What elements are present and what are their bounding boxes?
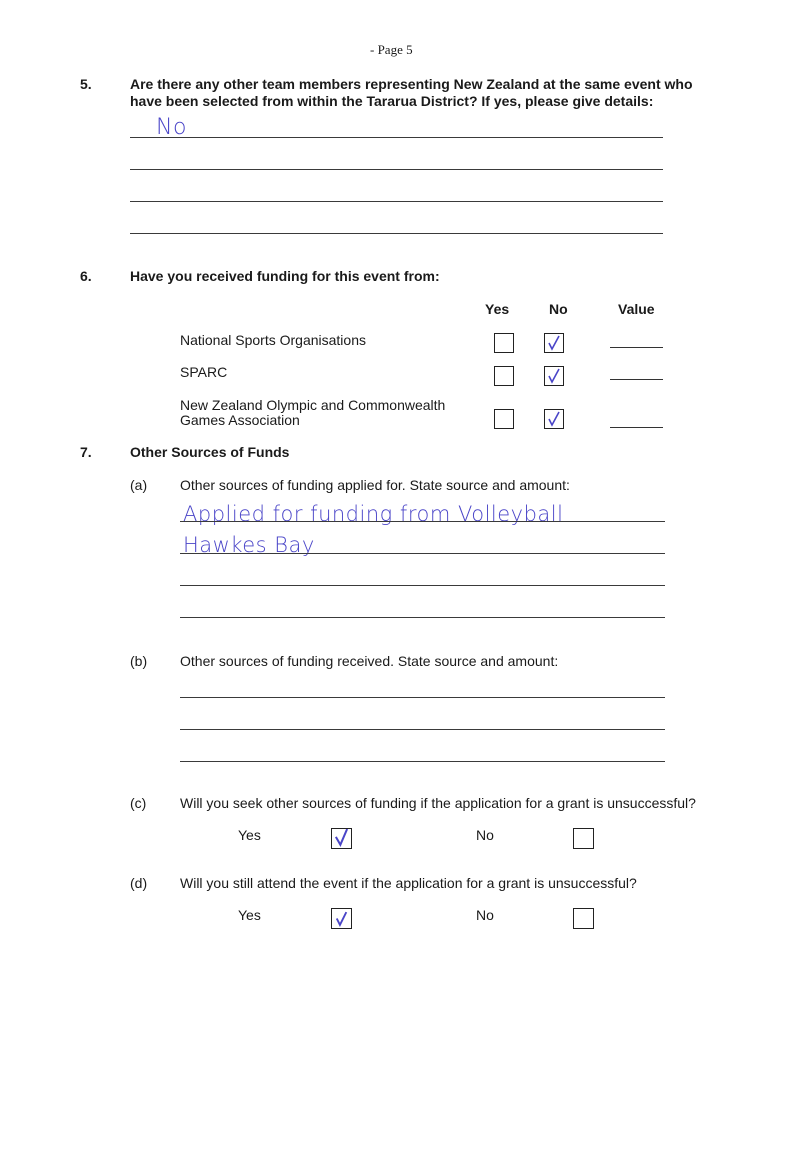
checkmark-icon — [547, 335, 561, 351]
q6-row-yes-checkbox[interactable] — [494, 366, 514, 386]
q7d-yes-label: Yes — [238, 907, 261, 923]
q6-row-no-checkbox[interactable] — [544, 366, 564, 386]
q7d-no-checkbox[interactable] — [573, 908, 594, 929]
q6-row-label-line1: New Zealand Olympic and Commonwealth — [180, 397, 446, 413]
q6-question: Have you received funding for this event from: — [130, 268, 440, 284]
q5-question-line1: Are there any other team members representing New Zealand at the same event who — [130, 76, 693, 92]
q6-row-yes-checkbox[interactable] — [494, 333, 514, 353]
q7a-answer-line2[interactable]: Hawkes Bay — [183, 533, 315, 557]
q6-row-no-checkbox[interactable] — [544, 333, 564, 353]
checkmark-icon — [547, 368, 561, 384]
q6-col-no: No — [549, 301, 568, 317]
q7a-prompt: Other sources of funding applied for. State source and amount: — [180, 477, 570, 493]
q5-question-line2: have been selected from within the Tararua District? If yes, please give details: — [130, 93, 654, 109]
q7b-prompt: Other sources of funding received. State source and amount: — [180, 653, 559, 669]
q5-answer-line-1 — [130, 137, 663, 138]
q5-answer-line-3 — [130, 201, 663, 202]
checkmark-icon — [547, 411, 561, 427]
q7a-answer-line-1 — [180, 521, 665, 522]
q6-number: 6. — [80, 268, 92, 284]
q5-answer-line-4 — [130, 233, 663, 234]
q5-number: 5. — [80, 76, 92, 92]
q7b-answer-line-2 — [180, 729, 665, 730]
q5-answer[interactable]: No — [156, 115, 187, 140]
q7d-yes-checkbox[interactable] — [331, 908, 352, 929]
q6-col-yes: Yes — [485, 301, 510, 317]
q6-row-value-field[interactable] — [610, 347, 663, 348]
q7a-letter: (a) — [130, 477, 148, 493]
q7c-yes-label: Yes — [238, 827, 261, 843]
q6-col-value: Value — [618, 301, 655, 317]
q7a-answer-line-4 — [180, 617, 665, 618]
q7c-yes-checkbox[interactable] — [331, 828, 352, 849]
q7-number: 7. — [80, 444, 92, 460]
q7d-prompt: Will you still attend the event if the application for a grant is unsuccessful? — [180, 875, 637, 891]
q7b-letter: (b) — [130, 653, 148, 669]
q7c-no-checkbox[interactable] — [573, 828, 594, 849]
q6-row-label: SPARC — [180, 364, 228, 380]
q6-row-value-field[interactable] — [610, 379, 663, 380]
q7c-prompt: Will you seek other sources of funding if the application for a grant is unsuccessful? — [180, 795, 696, 811]
q6-row-value-field[interactable] — [610, 427, 663, 428]
q6-row-label: National Sports Organisations — [180, 332, 366, 348]
q6-row-label-line2: Games Association — [180, 412, 300, 428]
q7a-answer-line1[interactable]: Applied for funding from Volleyball — [183, 502, 564, 526]
checkmark-icon — [333, 829, 350, 847]
q7-title: Other Sources of Funds — [130, 444, 290, 460]
q7d-no-label: No — [476, 907, 494, 923]
q6-row-yes-checkbox[interactable] — [494, 409, 514, 429]
q5-answer-line-2 — [130, 169, 663, 170]
q7c-no-label: No — [476, 827, 494, 843]
q7b-answer-line-1 — [180, 697, 665, 698]
q7b-answer-line-3 — [180, 761, 665, 762]
q7a-answer-line-3 — [180, 585, 665, 586]
page-header: - Page 5 — [370, 42, 413, 57]
q7c-letter: (c) — [130, 795, 147, 811]
checkmark-icon — [333, 910, 349, 927]
q7d-letter: (d) — [130, 875, 148, 891]
q7a-answer-line-2 — [180, 553, 665, 554]
q6-row-no-checkbox[interactable] — [544, 409, 564, 429]
